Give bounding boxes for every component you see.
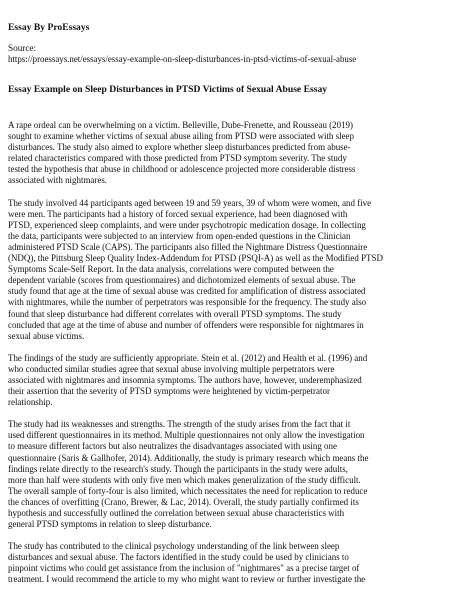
paragraph-line: A rape ordeal can be overwhelming on a victim. Belleville, Dube-Frenette, and Rousseau (2019) xyxy=(8,120,353,130)
paragraph-line: disturbances. The study also aimed to explore whether sleep disturbances predicted from abuse- xyxy=(8,142,351,153)
paragraph-line: treatment. I would recommend the article to my who might want to review or further investigate the xyxy=(8,574,366,585)
brand-heading: Essay By ProEssays xyxy=(8,22,90,33)
paragraph-line: The overall sample of forty-four is also limited, which necessitates the need for replication to reduce xyxy=(8,485,368,496)
paragraph-line: Symptoms Scale-Self Report. In the data analysis, correlations were computed between the xyxy=(8,264,334,275)
essay-body xyxy=(8,120,466,586)
paragraph-line: tested the hypothesis that abuse in childhood or adolescence projected more considerable distress xyxy=(8,164,356,175)
essay-page xyxy=(8,22,466,597)
paragraph-line: pinpoint victims who could get assistance from the inclusion of "nightmares" as a precise target of xyxy=(8,563,360,574)
paragraph-line: dependent variable (scores from questionnaires) and dichotomized elements of sexual abuse. The xyxy=(8,275,356,286)
source-url-link[interactable]: https://proessays.net/essays/essay-example-on-sleep-disturbances-in-ptsd-victims-of-sexual-abuse xyxy=(8,54,357,64)
paragraph-line: sought to examine whether victims of sexual abuse ailing from PTSD were associated with sleep xyxy=(8,131,354,142)
paragraph xyxy=(8,541,466,585)
paragraph-line: concluded that age at the time of abuse and number of offenders were responsible for nightmares in xyxy=(8,319,364,330)
paragraph-line: questionnaire (Saris & Gallhofer, 2014). Additionally, the study is primary research which means the xyxy=(8,452,369,463)
paragraph-line: general PTSD symptoms in relation to sleep disturbance. xyxy=(8,519,212,530)
paragraph-line: PTSD, experienced sleep complaints, and were under psychotropic medication dosage. In collecting xyxy=(8,219,366,230)
paragraph xyxy=(8,120,466,187)
paragraph-line: used different questionnaires in its method. Multiple questionnaires not only allow the investigation xyxy=(8,430,365,441)
paragraph-line: more than half were students with only five men which makes generalization of the study difficult. xyxy=(8,474,361,485)
paragraph xyxy=(8,419,466,530)
paragraph-line: to measure different factors but also neutralizes the disadvantages associated with using one xyxy=(8,441,337,452)
paragraph-line: their assertion that the severity of PTSD symptoms were heightened by victim-perpetrator xyxy=(8,386,330,397)
paragraph-line: sexual abuse victims. xyxy=(8,330,85,341)
paragraph-line: the data, participants were subjected to an interview from open-ended questions in the Clinician xyxy=(8,230,351,241)
essay-title: Essay Example on Sleep Disturbances in PTSD Victims of Sexual Abuse Essay xyxy=(8,84,328,95)
paragraph-line: disturbances and sexual abuse. The factors identified in the study could be used by clinicians to xyxy=(8,552,349,563)
paragraph xyxy=(8,198,466,342)
paragraph-line: relationship. xyxy=(8,397,53,408)
paragraph-line: The study had its weaknesses and strengths. The strength of the study arises from the fact that it xyxy=(8,419,351,430)
paragraph-line: associated with nightmares. xyxy=(8,175,108,186)
paragraph-line: The study involved 44 participants aged between 19 and 59 years, 39 of whom were women, and five xyxy=(8,197,372,208)
paragraph-line: administered PTSD Scale (CAPS). The participants also filled the Nightmare Distress Questionnaire xyxy=(8,241,368,252)
paragraph-line: who conducted similar studies agree that sexual abuse involving multiple perpetrators were xyxy=(8,363,335,374)
paragraph-line: study found that age at the time of sexual abuse was credited for amplification of distress associated xyxy=(8,286,366,297)
paragraph-line: hypothesis and successfully outlined the correlation between sexual abuse characteristics with xyxy=(8,508,345,518)
paragraph-line: The study has contributed to the clinical psychology understanding of the link between sleep xyxy=(8,541,340,552)
paragraph xyxy=(8,353,466,408)
paragraph-line: (NDQ), the Pittsburg Sleep Quality Index-Addendum for PTSD (PSQI-A) as well as the Modified PTSD xyxy=(8,253,383,264)
paragraph-line: with nightmares, while the number of perpetrators was responsible for the frequency. The study also xyxy=(8,297,367,308)
source-label: Source: xyxy=(8,43,37,53)
paragraph-line: findings relate directly to the research's study. Though the participants in the study were adults, xyxy=(8,463,348,474)
paragraph-line: were men. The participants had a history of forced sexual experience, had been diagnosed with xyxy=(8,208,348,219)
paragraph-line: The findings of the study are sufficiently appropriate. Stein et al. (2012) and Health et al. (1996) and xyxy=(8,352,368,363)
paragraph-line: related characteristics compared with those predicted from PTSD symptom severity. The study xyxy=(8,153,347,164)
paragraph-line: associated with nightmares and insomnia symptoms. The authors have, however, underemphasized xyxy=(8,374,362,385)
paragraph-line: found that sleep disturbance had different correlates with overall PTSD symptoms. The study xyxy=(8,308,342,319)
paragraph-line: the chances of overfitting (Crano, Brewer, & Lac, 2014). Overall, the study partially confirmed its xyxy=(8,496,359,507)
